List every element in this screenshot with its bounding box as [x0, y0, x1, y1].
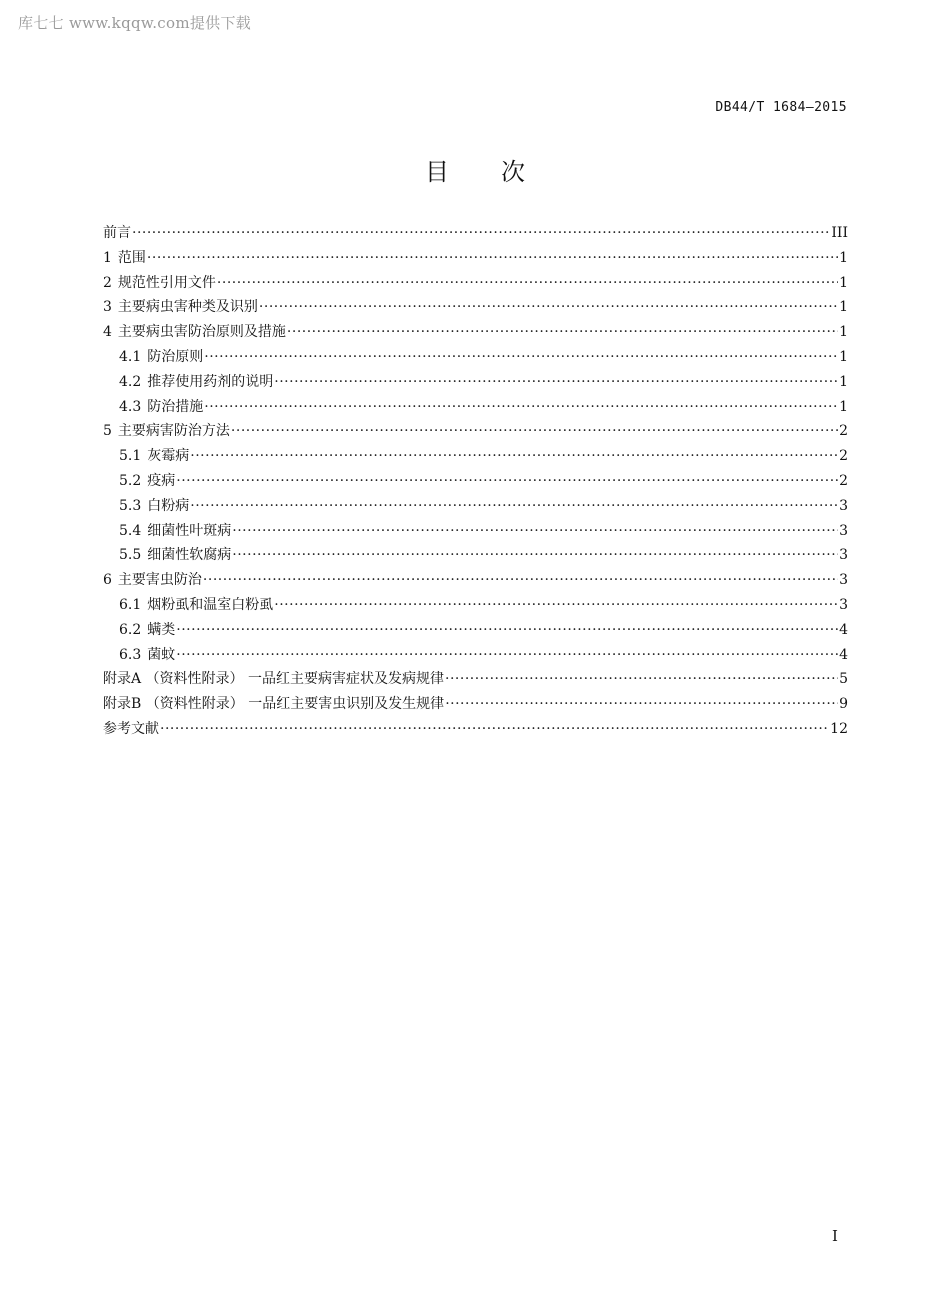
toc-entry[interactable]	[103, 470, 848, 495]
toc-entry[interactable]	[103, 272, 848, 297]
dot-leader	[204, 399, 838, 415]
standard-code: DB44/T 1684—2015	[715, 100, 847, 115]
toc-entry-page: 3	[839, 547, 848, 564]
toc-entry-title: 白粉病	[147, 497, 190, 514]
toc-entry[interactable]	[103, 247, 848, 272]
toc-entry-number: 6.2	[119, 621, 142, 638]
toc-entry-page: 1	[839, 373, 848, 390]
toc-entry-title: 参考文献	[103, 720, 159, 737]
toc-entry-title: 主要害虫防治	[117, 572, 202, 589]
toc-entry-title: 主要病虫害防治原则及措施	[117, 324, 286, 341]
toc-entry-page: 12	[830, 720, 848, 737]
toc-entry-title: 防治措施	[147, 398, 204, 415]
page-title	[0, 152, 950, 187]
toc-entry[interactable]	[103, 396, 848, 421]
toc-entry-page: 1	[839, 348, 848, 365]
dot-leader	[445, 696, 838, 712]
dot-leader	[259, 299, 838, 315]
toc-entry-page: 3	[839, 497, 848, 514]
dot-leader	[132, 225, 830, 241]
toc-entry[interactable]	[103, 619, 848, 644]
toc-entry-number: 5.5	[119, 547, 142, 564]
toc-entry-number: 6.1	[119, 596, 142, 613]
dot-leader	[232, 547, 838, 563]
toc-entry-page: 1	[839, 249, 848, 266]
toc-entry-number: 5.2	[119, 472, 142, 489]
toc-entry[interactable]	[103, 693, 848, 718]
toc-entry-number: 2	[103, 274, 112, 291]
table-of-contents	[103, 222, 848, 743]
toc-entry-number: 5.1	[119, 448, 142, 465]
toc-entry-page: 2	[839, 423, 848, 440]
toc-entry-title: 螨类	[147, 621, 176, 638]
watermark-text: 库七七 www.kqqw.com提供下载	[18, 14, 252, 32]
toc-entry-page: 1	[839, 299, 848, 316]
toc-entry[interactable]	[103, 371, 848, 396]
title-char-2: 次	[501, 158, 525, 186]
toc-entry-title: 前言	[103, 225, 131, 241]
dot-leader	[287, 324, 838, 340]
toc-entry[interactable]	[103, 346, 848, 371]
toc-entry-title: 规范性引用文件	[117, 274, 216, 291]
toc-entry-number: 5.4	[119, 522, 142, 539]
dot-leader	[232, 523, 838, 539]
toc-entry-page: 4	[839, 646, 848, 663]
dot-leader	[176, 622, 838, 638]
toc-entry-page: 9	[839, 696, 848, 713]
toc-entry[interactable]	[103, 296, 848, 321]
toc-entry-number: 3	[103, 299, 112, 316]
toc-entry-number: 5.3	[119, 497, 142, 514]
toc-entry-title: 防治原则	[147, 348, 204, 365]
dot-leader	[231, 423, 838, 439]
toc-entry-title: 主要病虫害种类及识别	[117, 299, 258, 316]
toc-entry-page: 1	[839, 398, 848, 415]
dot-leader	[160, 721, 829, 737]
dot-leader	[204, 349, 838, 365]
toc-entry-number: 6	[103, 572, 112, 589]
toc-entry-number: 6.3	[119, 646, 142, 663]
toc-entry[interactable]	[103, 569, 848, 594]
toc-entry[interactable]	[103, 222, 848, 247]
toc-entry-page: 5	[839, 671, 848, 688]
toc-entry-page: 3	[839, 522, 848, 539]
toc-entry-page: 3	[839, 596, 848, 613]
toc-entry-number: 5	[103, 423, 112, 440]
toc-entry[interactable]	[103, 544, 848, 569]
dot-leader	[274, 374, 838, 390]
dot-leader	[176, 473, 838, 489]
toc-entry-page: 4	[839, 621, 848, 638]
toc-entry-page: 1	[839, 324, 848, 341]
toc-entry-title: 附录B （资料性附录） 一品红主要害虫识别及发生规律	[103, 696, 445, 713]
toc-entry-number: 4.2	[119, 373, 142, 390]
toc-entry[interactable]	[103, 321, 848, 346]
dot-leader	[203, 572, 838, 588]
toc-entry-number: 4.3	[119, 398, 142, 415]
dot-leader	[217, 275, 838, 291]
toc-entry-title: 细菌性软腐病	[147, 547, 232, 564]
dot-leader	[274, 597, 838, 613]
toc-entry-title: 灰霉病	[147, 448, 190, 465]
toc-entry-title: 附录A （资料性附录） 一品红主要病害症状及发病规律	[103, 671, 445, 688]
toc-entry[interactable]	[103, 644, 848, 669]
toc-entry[interactable]	[103, 420, 848, 445]
dot-leader	[176, 647, 838, 663]
toc-entry-title: 主要病害防治方法	[117, 423, 230, 440]
toc-entry[interactable]	[103, 718, 848, 743]
toc-entry[interactable]	[103, 520, 848, 545]
toc-entry-title: 烟粉虱和温室白粉虱	[147, 596, 274, 613]
toc-entry-page: III	[831, 225, 848, 241]
toc-entry-page: 3	[839, 572, 848, 589]
toc-entry-title: 疫病	[147, 472, 176, 489]
toc-entry[interactable]	[103, 594, 848, 619]
toc-entry-page: 2	[839, 448, 848, 465]
toc-entry-title: 范围	[117, 249, 146, 266]
dot-leader	[190, 448, 838, 464]
page-number: I	[832, 1227, 838, 1245]
title-char-1: 目	[425, 158, 449, 186]
toc-entry[interactable]	[103, 495, 848, 520]
dot-leader	[147, 250, 838, 266]
dot-leader	[445, 671, 838, 687]
toc-entry-title: 推荐使用药剂的说明	[147, 373, 274, 390]
toc-entry[interactable]	[103, 445, 848, 470]
toc-entry-number: 4	[103, 324, 112, 341]
toc-entry-number: 1	[103, 249, 112, 266]
toc-entry-title: 细菌性叶斑病	[147, 522, 232, 539]
toc-entry-title: 菌蚊	[147, 646, 176, 663]
toc-entry[interactable]	[103, 668, 848, 693]
toc-entry-number: 4.1	[119, 348, 142, 365]
dot-leader	[190, 498, 838, 514]
toc-entry-page: 1	[839, 274, 848, 291]
toc-entry-page: 2	[839, 472, 848, 489]
